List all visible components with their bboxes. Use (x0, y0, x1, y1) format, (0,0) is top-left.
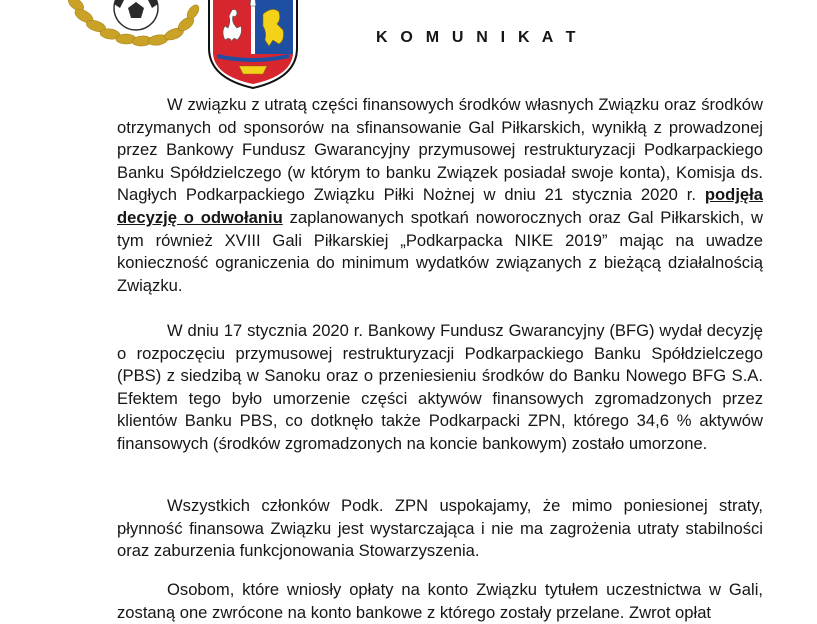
paragraph-1-text-before: W związku z utratą części finansowych środków własnych Związku oraz środków otrzymanych od sponsorów na sfinansowanie Gal Piłkarskich, wynikłą z prowadzonej przez Bankowy Fundusz Gwarancyjny przymusowej restrukturyzacji Podkarpackiego Banku Spółdzielczego (w którym to banku Związek posiadał swoje konta), Komisja ds. Nagłych Podkarpackiego Związku Piłki Nożnej w dniu 21 stycznia 2020 r. (117, 95, 763, 205)
paragraph-1 (117, 94, 763, 297)
podkarpackie-coat-of-arms-icon (203, 0, 303, 90)
paragraph-4: Osobom, które wniosły opłaty na konto Związku tytułem uczestnictwa w Gali, zostaną one zwrócone na konto bankowe z którego zostały przelane. Zwrot opłat (117, 580, 763, 622)
paragraph-3: Wszystkich członków Podk. ZPN uspokajamy, że mimo poniesionej straty, płynność finansowa Związku jest wystarczająca i nie ma zagrożenia utraty stabilności oraz zaburzenia funkcjonowania Stowarzyszenia. (117, 496, 763, 561)
page-title: K O M U N I K A T (376, 29, 580, 46)
football-wreath-emblem (58, 0, 208, 64)
paragraph-1-text-after: zaplanowanych spotkań noworocznych oraz Gal Piłkarskich, w tym również XVIII Gali Piłkarskiej „Podkarpacka NIKE 2019” mając na uwadze konieczność ograniczenia do minimum wydatków związanych z bieżącą działalnością Związku. (117, 207, 764, 295)
paragraph-1-highlight: podjęła decyzję o odwołaniu (117, 185, 763, 227)
paragraph-2: W dniu 17 stycznia 2020 r. Bankowy Fundusz Gwarancyjny (BFG) wydał decyzję o rozpoczęciu przymusowej restrukturyzacji Podkarpackiego Banku Spółdzielczego (PBS) z siedzibą w Sanoku oraz o przeniesieniu środków do Banku Nowego BFG S.A. Efektem tego było umorzenie części aktywów finansowych zgromadzonych przez klientów Banku PBS, co dotknęło także Podkarpacki ZPN, którego 34,6 % aktywów finansowych (środków zgromadzonych na koncie bankowym) zostało umorzone. (117, 321, 763, 453)
